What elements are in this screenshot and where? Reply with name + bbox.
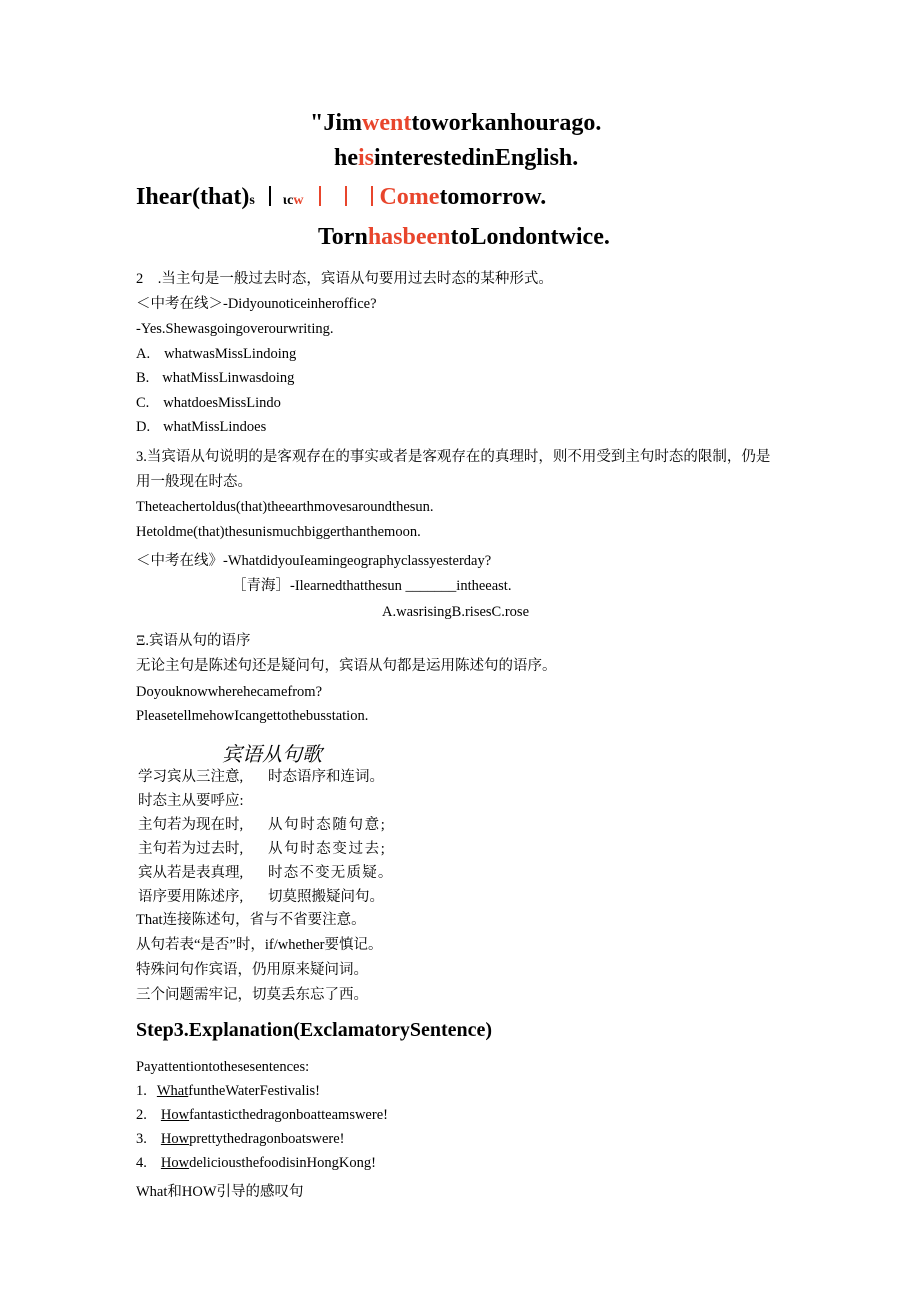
item-number: 4. xyxy=(136,1155,147,1171)
banner-2-post: interestedinEnglish. xyxy=(374,145,579,171)
option-c xyxy=(136,394,281,412)
sec3-choices: A.wasrisingB.risesC.rose xyxy=(382,604,530,620)
song-full-line: 从句若表“是否”时，if/whether要慎记。 xyxy=(136,937,383,953)
option-text: whatMissLinwasdoing xyxy=(162,370,295,386)
sec4-desc: 无论主句是陈述句还是疑问句，宾语从句都是运用陈述句的语序。 xyxy=(136,658,557,674)
item-rest: funtheWaterFestivalis! xyxy=(188,1083,320,1099)
step3-intro: Payattentiontothesesentences: xyxy=(136,1059,310,1075)
song-line-second: 从句时态变过去; xyxy=(268,841,387,857)
banner-4-pre: Torn xyxy=(318,224,368,250)
banner-3-small-2: ιcw xyxy=(282,193,304,208)
banner-line-2 xyxy=(334,145,578,172)
banner-3-verb: Come xyxy=(379,184,440,210)
banner-3-divider xyxy=(269,186,271,206)
banner-line-4 xyxy=(318,224,610,251)
banner-3-pre: Ihear(that) xyxy=(136,184,250,210)
step3-item xyxy=(136,1082,320,1100)
song-line-first: 学习宾从三注意, xyxy=(138,769,244,785)
banner-4-verb: hasbeen xyxy=(367,224,451,250)
song-line-first: 时态主从要呼应: xyxy=(138,793,244,809)
banner-3-divider-red xyxy=(319,186,321,206)
song-line xyxy=(138,888,243,906)
song-full-line: 特殊问句作宾语，仍用原来疑问词。 xyxy=(136,962,368,978)
item-number: 2. xyxy=(136,1107,147,1123)
song-line xyxy=(138,792,244,810)
item-keyword: How xyxy=(160,1155,190,1171)
sec3-example-1: Theteachertoldus(that)theearthmovesaroundthesun. xyxy=(136,499,434,515)
sec4-example-1: Doyouknowwherehecamefrom? xyxy=(136,684,323,700)
sec3-heading-2: 用一般现在时态。 xyxy=(136,474,252,490)
banner-line-1 xyxy=(310,110,601,137)
item-keyword: What xyxy=(156,1083,189,1099)
song-line xyxy=(138,864,243,882)
option-b xyxy=(136,369,294,387)
item-rest: fantasticthedragonboatteamswere! xyxy=(189,1107,388,1123)
banner-3-divider-red xyxy=(345,186,347,206)
song-line xyxy=(138,840,243,858)
sec3-question-2: ［青海］-Ilearnedthatthesun _______intheeast. xyxy=(232,578,512,594)
sec2-heading: 2 .当主句是一般过去时态，宾语从句要用过去时态的某种形式。 xyxy=(136,271,553,287)
option-letter: D. xyxy=(136,419,151,435)
option-d xyxy=(136,418,266,436)
banner-line-3 xyxy=(136,184,546,211)
step3-footer: What和HOW引导的感叹句 xyxy=(136,1184,304,1200)
song-line-second: 从句时态随句意; xyxy=(268,817,387,833)
banner-3-divider-red xyxy=(371,186,373,206)
song-title: 宾语从句歌 xyxy=(222,744,322,766)
option-text: whatMissLindoes xyxy=(163,419,267,435)
song-line xyxy=(138,816,243,834)
option-a xyxy=(136,345,296,363)
song-line-first: 宾从若是表真理, xyxy=(138,865,244,881)
banner-3-post: tomorrow. xyxy=(439,184,547,210)
song-line-second: 时态不变无质疑。 xyxy=(268,865,394,881)
sec3-example-2: Hetoldme(that)thesunismuchbiggerthanthemoon. xyxy=(136,524,421,540)
banner-2-pre: he xyxy=(334,145,358,171)
sec4-example-2: PleasetellmehowIcangettothebusstation. xyxy=(136,708,369,724)
option-text: whatwasMissLindoing xyxy=(164,346,297,362)
song-line-first: 语序要用陈述序, xyxy=(138,889,244,905)
option-text: whatdoesMissLindo xyxy=(163,395,281,411)
option-letter: C. xyxy=(136,395,150,411)
option-letter: A. xyxy=(136,346,151,362)
banner-1-pre: "Jim xyxy=(310,110,362,136)
item-keyword: How xyxy=(160,1107,190,1123)
song-full-line: 三个问题需牢记，切莫丢东忘了西。 xyxy=(136,987,368,1003)
sec2-question: ＜中考在线＞-Didyounoticeinheroffice? xyxy=(136,296,377,312)
song-full-line: That连接陈述句，省与不省要注意。 xyxy=(136,912,366,928)
sec2-answer: -Yes.Shewasgoingoverourwriting. xyxy=(136,321,334,337)
song-line-second: 时态语序和连词。 xyxy=(268,769,384,785)
song-line-second: 切莫照搬疑问句。 xyxy=(268,889,384,905)
option-letter: B. xyxy=(136,370,150,386)
step3-heading: Step3.Explanation(ExclamatorySentence) xyxy=(136,1019,493,1041)
step3-item xyxy=(136,1130,345,1148)
sec4-heading: Ξ.宾语从句的语序 xyxy=(136,633,251,649)
song-line-first: 主句若为过去时, xyxy=(138,841,244,857)
item-rest: deliciousthefoodisinHongKong! xyxy=(189,1155,376,1171)
banner-3-small-1: s xyxy=(249,193,255,208)
item-number: 1. xyxy=(136,1083,147,1099)
item-keyword: How xyxy=(160,1131,190,1147)
banner-1-verb: went xyxy=(361,110,412,136)
step3-item xyxy=(136,1106,388,1124)
step3-item xyxy=(136,1154,376,1172)
sec3-heading-1: 3.当宾语从句说明的是客观存在的事实或者是客观存在的真理时，则不用受到主句时态的限制，仍是 xyxy=(136,449,771,465)
item-number: 3. xyxy=(136,1131,147,1147)
banner-2-verb: is xyxy=(358,145,375,171)
song-line xyxy=(138,768,243,786)
banner-1-post: toworkanhourago. xyxy=(411,110,602,136)
banner-4-post: toLondontwice. xyxy=(450,224,610,250)
song-line-first: 主句若为现在时, xyxy=(138,817,244,833)
sec3-question: ＜中考在线》-WhatdidyouIeamingeographyclassyesterday? xyxy=(136,553,492,569)
item-rest: prettythedragonboatswere! xyxy=(189,1131,345,1147)
